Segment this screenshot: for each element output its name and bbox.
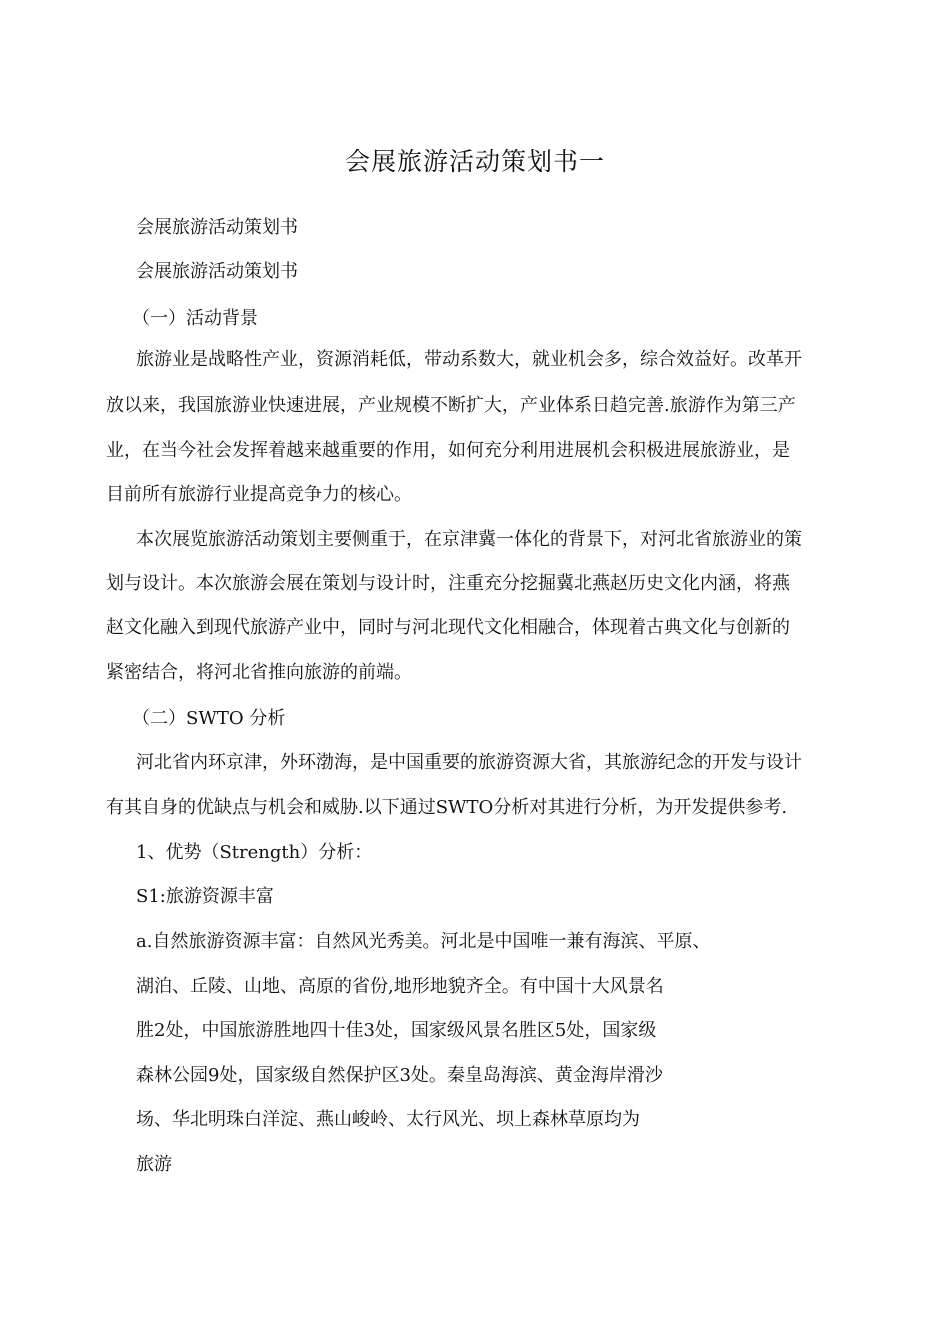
paragraph-line: 湖泊、丘陵、山地、高原的省份,地形地貌齐全。有中国十大风景名 xyxy=(136,976,664,997)
section-heading: （一）活动背景 xyxy=(132,308,258,329)
paragraph-line: 河北省内环京津，外环渤海，是中国重要的旅游资源大省，其旅游纪念的开发与设计 xyxy=(136,752,802,773)
subsection-heading: S1:旅游资源丰富 xyxy=(136,886,274,907)
paragraph-line: 胜2处，中国旅游胜地四十佳3处，国家级风景名胜区5处，国家级 xyxy=(136,1020,657,1041)
paragraph-line: 放以来，我国旅游业快速进展，产业规模不断扩大，产业体系日趋完善.旅游作为第三产 xyxy=(106,395,796,416)
paragraph-line: 业，在当今社会发挥着越来越重要的作用，如何充分利用进展机会积极进展旅游业，是 xyxy=(106,440,790,461)
subtitle-line: 会展旅游活动策划书 xyxy=(136,261,298,282)
paragraph-line: 有其自身的优缺点与机会和威胁.以下通过SWTO分析对其进行分析，为开发提供参考. xyxy=(106,797,788,818)
subtitle-line: 会展旅游活动策划书 xyxy=(136,217,298,238)
paragraph-line: 本次展览旅游活动策划主要侧重于，在京津冀一体化的背景下，对河北省旅游业的策 xyxy=(136,529,802,550)
paragraph-line: a.自然旅游资源丰富：自然风光秀美。河北是中国唯一兼有海滨、平原、 xyxy=(136,931,711,952)
section-heading: （二）SWTO 分析 xyxy=(132,708,286,729)
paragraph-line: 场、华北明珠白洋淀、燕山峻岭、太行风光、坝上森林草原均为 xyxy=(136,1109,640,1130)
paragraph-line: 森林公园9处，国家级自然保护区3处。秦皇岛海滨、黄金海岸滑沙 xyxy=(136,1065,663,1086)
paragraph-line: 目前所有旅游行业提高竞争力的核心。 xyxy=(106,484,412,505)
subsection-heading: 1、优势（Strength）分析： xyxy=(136,842,373,863)
paragraph-line: 赵文化融入到现代旅游产业中，同时与河北现代文化相融合，体现着古典文化与创新的 xyxy=(106,617,790,638)
paragraph-line: 旅游 xyxy=(136,1154,172,1175)
document-title: 会展旅游活动策划书一 xyxy=(344,147,605,176)
paragraph-line: 划与设计。本次旅游会展在策划与设计时，注重充分挖掘冀北燕赵历史文化内涵，将燕 xyxy=(106,573,790,594)
paragraph-line: 旅游业是战略性产业，资源消耗低，带动系数大，就业机会多，综合效益好。改革开 xyxy=(136,349,802,370)
paragraph-line: 紧密结合，将河北省推向旅游的前端。 xyxy=(106,662,412,683)
